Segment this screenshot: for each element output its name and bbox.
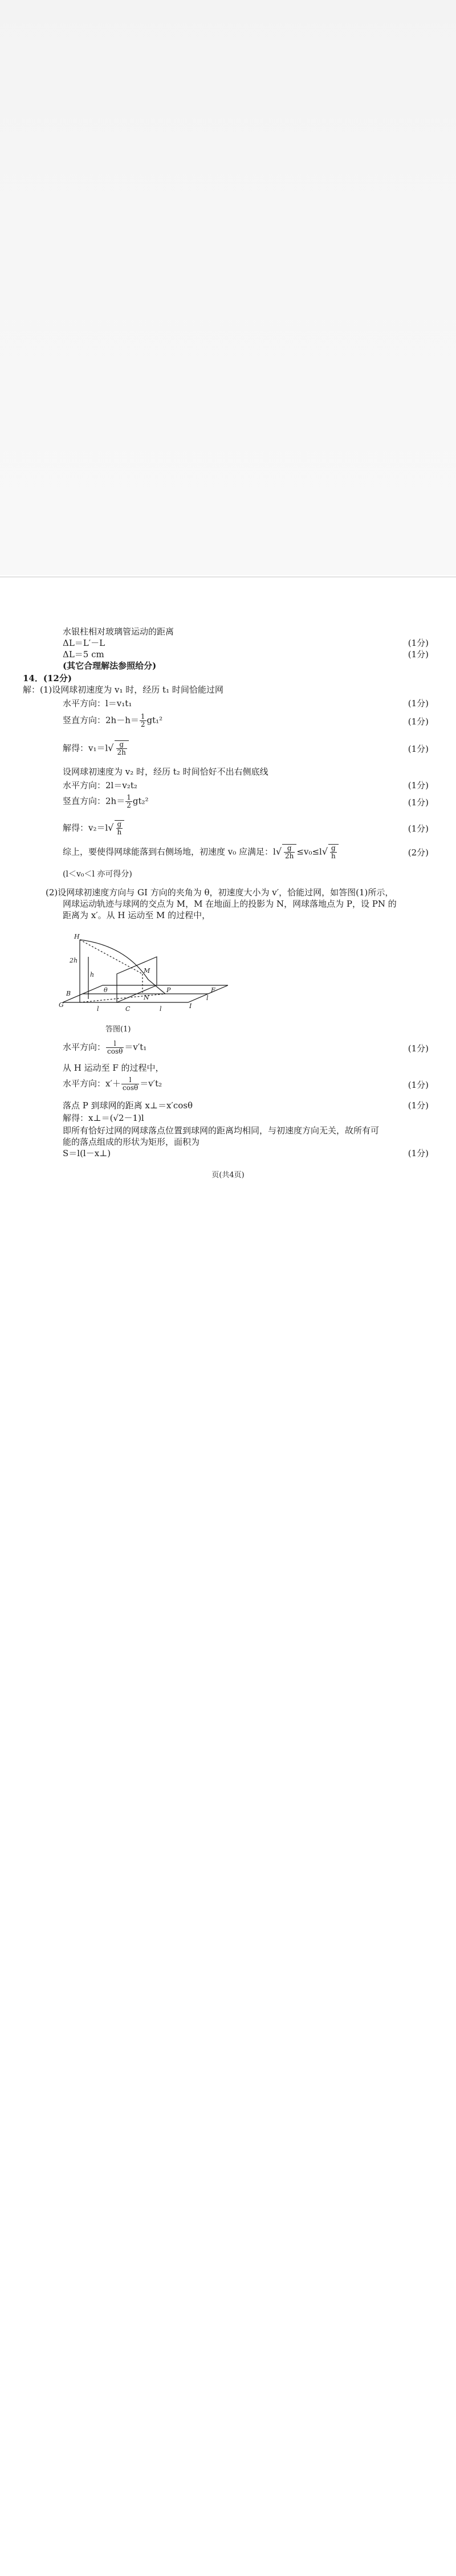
label: F xyxy=(211,986,215,994)
fraction: $\frac{g}{h}$ xyxy=(117,820,122,836)
eq-part: 竖直方向：2h－h＝ xyxy=(63,715,139,726)
label: P xyxy=(166,986,171,994)
label: C xyxy=(125,1005,131,1013)
text-line: 网球运动轨迹与球网的交点为 M，M 在地面上的投影为 N，网球落地点为 P，设 PN 的 xyxy=(63,899,397,909)
equation: 解得：x⊥＝(√2－1)l xyxy=(63,1113,144,1123)
equation: 解得：v₁＝l√ $\frac{g}{2h}$ xyxy=(63,740,410,756)
net xyxy=(117,957,157,1002)
label: G xyxy=(59,1001,64,1009)
label: N xyxy=(144,994,149,1001)
eq-part: ≤v₀≤l xyxy=(296,846,322,857)
equation: 水平方向：x′＋ $\frac{l}{\cos\theta}$ ＝v′t₂ xyxy=(63,1076,162,1092)
equation: 解得：v₂＝l√ $\frac{g}{h}$ xyxy=(63,820,410,836)
score: (1分) xyxy=(408,797,429,808)
score: (1分) xyxy=(408,638,429,648)
label: l xyxy=(206,994,209,1002)
score: (1分) xyxy=(408,744,429,754)
score: (1分) xyxy=(408,649,429,660)
eq-part: 综上，要使得网球能落到右侧场地，初速度 v₀ 应满足：l xyxy=(63,846,276,857)
score: (1分) xyxy=(408,1148,429,1158)
eq-part: 解得：v₁＝l xyxy=(63,743,108,753)
fraction: $\frac{l}{\cos\theta}$ xyxy=(107,1039,123,1055)
score: (1分) xyxy=(408,1100,429,1111)
equation: 水平方向：l＝v₁t₁ xyxy=(63,698,132,708)
fraction: $\frac{g}{2h}$ xyxy=(117,740,126,756)
note: (其它合理解法参照给分) xyxy=(63,661,157,671)
score: (1分) xyxy=(408,698,429,708)
text-line: 从 H 运动至 F 的过程中， xyxy=(63,1063,164,1073)
text-line: 距离为 x′。从 H 运动至 M 的过程中， xyxy=(63,910,211,920)
label: 2h xyxy=(70,957,78,964)
equation: 水平方向：2l＝v₂t₂ xyxy=(63,780,137,791)
score: (1分) xyxy=(408,1080,429,1090)
equation: 水平方向： $\frac{l}{\cos\theta}$ ＝v′t₁ xyxy=(63,1039,147,1055)
label: l xyxy=(97,1005,99,1013)
text-line: (l＜v₀＜l 亦可得分) xyxy=(63,870,132,879)
fraction: $\frac{1}{2}$ xyxy=(127,793,131,809)
text-line: 水银柱相对玻璃管运动的距离 xyxy=(63,626,174,637)
label: I xyxy=(189,1002,192,1010)
label: H xyxy=(74,933,80,940)
text-line: 即所有恰好过网的网球落点位置到球网的距离均相同，与初速度方向无关，故所有可 xyxy=(63,1125,380,1136)
label: B xyxy=(66,990,71,997)
eq-part: 解得：v₂＝l xyxy=(63,822,108,833)
text-line: 设网球初速度为 v₂ 时，经历 t₂ 时间恰好不出右侧底线 xyxy=(63,767,268,777)
score: (1分) xyxy=(408,780,429,791)
text-line: (2)设网球初速度方向与 GI 方向的夹角为 θ，初速度大小为 v′，恰能过网，如答图(1)所示， xyxy=(46,887,394,898)
question-heading: 14．(12分) xyxy=(23,673,72,683)
score: (1分) xyxy=(408,716,429,727)
page-footer: 页(共4页) xyxy=(211,1171,245,1180)
text-line: 解：(1)设网球初速度为 v₁ 时，经历 t₁ 时间恰能过网 xyxy=(23,685,223,695)
fraction: $\frac{l}{\cos\theta}$ xyxy=(122,1076,139,1092)
text-line: 能的落点组成的形状为矩形，面积为 xyxy=(63,1137,200,1147)
answer-figure xyxy=(57,923,228,1019)
equation: 落点 P 到球网的距离 x⊥＝x′cosθ xyxy=(63,1100,193,1111)
score: (1分) xyxy=(408,824,429,834)
equation: S＝l(l－x⊥) xyxy=(63,1148,111,1158)
label: h xyxy=(90,971,95,978)
label: l xyxy=(160,1005,162,1013)
fraction: $\frac{1}{2}$ xyxy=(140,712,145,728)
figure-caption: 答图(1) xyxy=(105,1025,131,1034)
equation xyxy=(63,794,410,809)
trajectory xyxy=(80,940,165,994)
label: M xyxy=(144,967,150,974)
eq-part: 竖直方向：2h＝ xyxy=(63,796,125,806)
eq-part: gt₂² xyxy=(132,796,149,806)
eq-part: gt₁² xyxy=(146,715,163,726)
score: (1分) xyxy=(408,1043,429,1054)
equation: ΔL＝L′－L xyxy=(63,638,105,648)
equation: ΔL＝5 cm xyxy=(63,649,104,660)
page-divider xyxy=(0,576,456,578)
equation: 综上，要使得网球能落到右侧场地，初速度 v₀ 应满足：l√ $\frac{g}{2h}$ ≤v₀≤l√ $\frac{g}{h}$ xyxy=(63,844,410,860)
score: (2分) xyxy=(408,847,429,858)
equation xyxy=(63,713,410,728)
blank-top-area xyxy=(0,0,456,575)
label: θ xyxy=(104,986,108,994)
